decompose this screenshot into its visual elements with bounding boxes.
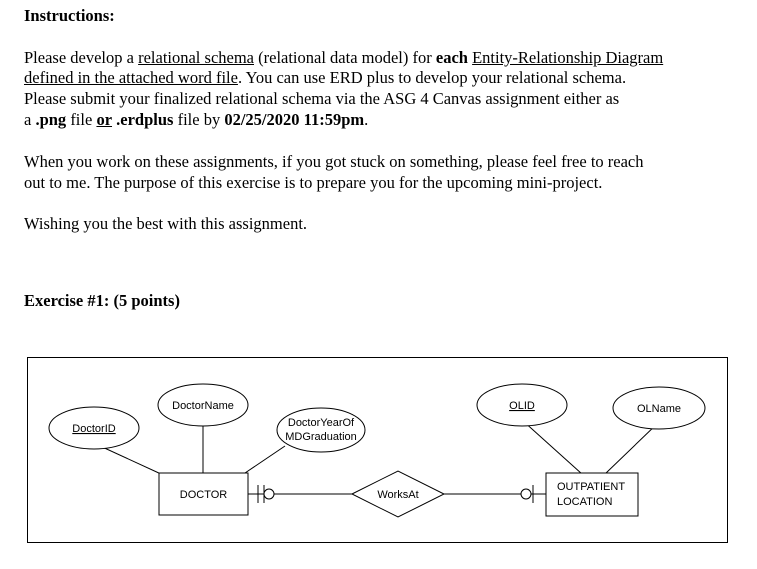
er-diagram [27, 357, 729, 544]
erd-term: Entity-Relationship Diagram [472, 48, 664, 67]
attr-doctorid-label: DoctorID [72, 423, 116, 435]
location-optional-circle [521, 489, 531, 499]
instructions-heading: Instructions: [24, 6, 115, 25]
entity-outpatient-location [546, 473, 638, 516]
para1-line1: Please develop a relational schema (relational data model) for each Entity-Relationship Diagram [24, 48, 664, 67]
entity-doctor-label: DOCTOR [179, 489, 228, 501]
doctor-optional-circle [264, 489, 274, 499]
relational-schema-term: relational schema [138, 48, 254, 67]
word-file-reference: defined in the attached word file [24, 68, 238, 87]
attr-doctorname-label: DoctorName [172, 400, 234, 412]
relationship-worksat-label: WorksAt [377, 489, 419, 501]
attr-olname-label: OLName [636, 403, 682, 415]
exercise-title: Exercise #1: (5 points) [24, 291, 180, 310]
para1-line3: Please submit your finalized relational schema via the ASG 4 Canvas assignment either as [24, 89, 620, 108]
attr-doctoryear-label-2: MDGraduation [285, 431, 357, 443]
due-date: 02/25/2020 11:59pm [224, 110, 365, 129]
para2-line1: When you work on these assignments, if you got stuck on something, please feel free to reach [24, 152, 644, 171]
para1-line2: defined in the attached word file. You can use ERD plus to develop your relational schema. [24, 68, 627, 87]
para2-line2: out to me. The purpose of this exercise is to prepare you for the upcoming mini-project. [24, 173, 603, 192]
attr-doctoryear [277, 408, 365, 452]
attr-olid-label: OLID [509, 400, 535, 412]
attr-doctoryear-label-1: DoctorYearOf [287, 417, 355, 429]
entity-outpatient-label-2: LOCATION [557, 496, 613, 508]
para1-line4: a .png file or .erdplus file by 02/25/2020 11:59pm. [24, 110, 369, 129]
entity-outpatient-label-1: OUTPATIENT [557, 481, 626, 493]
para3: Wishing you the best with this assignment. [24, 214, 308, 233]
